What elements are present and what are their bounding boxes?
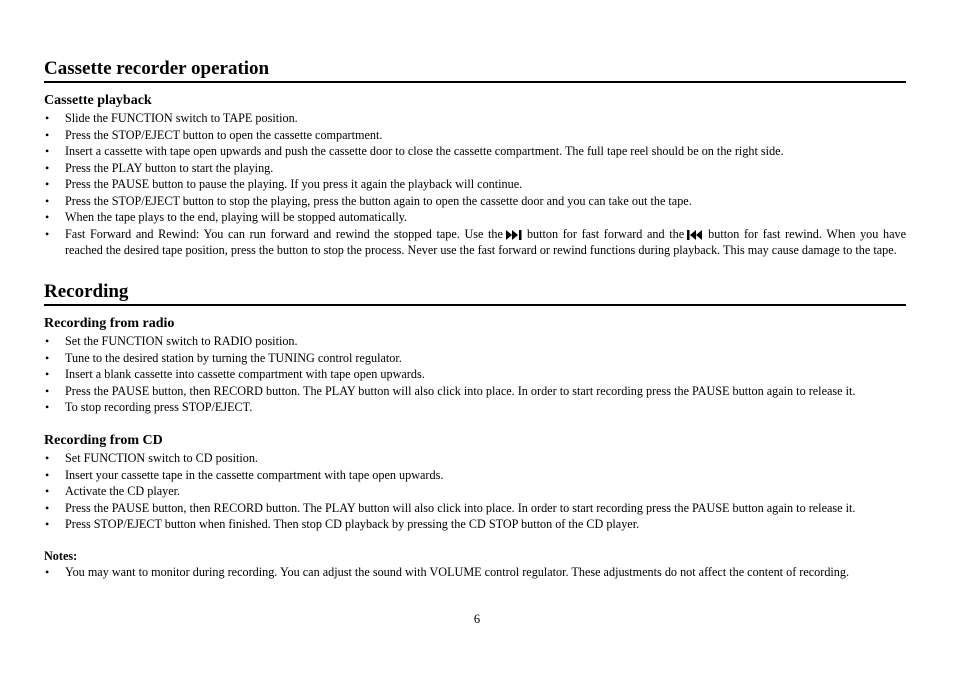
playback-list: [44, 110, 906, 259]
notes-list: [44, 564, 906, 581]
list-item: • Set the FUNCTION switch to RADIO position.: [44, 333, 906, 350]
ff-text-part2: button for fast forward and the: [526, 226, 685, 241]
ff-text-part1: Fast Forward and Rewind: You can run forward and rewind the stopped tape. Use the: [65, 226, 503, 241]
list-item: • Set FUNCTION switch to CD position.: [44, 450, 906, 467]
notes-heading: Notes:: [44, 549, 78, 563]
list-item: • Tune to the desired station by turning the TUNING control regulator.: [44, 350, 906, 367]
list-item: • Press the PAUSE button, then RECORD button. The PLAY button will also click into place. In order to start recording press the PAUSE button again to release it.: [44, 383, 906, 400]
list-item: • Press the PAUSE button to pause the playing. If you press it again the playback will continue.: [44, 176, 906, 193]
section-title-cassette: Cassette recorder operation: [44, 58, 906, 83]
list-item: • To stop recording press STOP/EJECT.: [44, 399, 906, 416]
list-item: • Slide the FUNCTION switch to TAPE position.: [44, 110, 906, 127]
list-item: • Press the STOP/EJECT button to open the cassette compartment.: [44, 127, 906, 144]
list-item: • Press the PAUSE button, then RECORD button. The PLAY button will also click into place. In order to start recording press the PAUSE button again to release it.: [44, 500, 906, 517]
list-item: • Press STOP/EJECT button when finished. Then stop CD playback by pressing the CD STOP button of the CD player.: [44, 516, 906, 533]
list-item: • Insert a blank cassette into cassette compartment with tape open upwards.: [44, 366, 906, 383]
radio-list: [44, 333, 906, 416]
list-item: • Insert your cassette tape in the cassette compartment with tape open upwards.: [44, 467, 906, 484]
heading-cassette-playback: Cassette playback: [44, 93, 152, 108]
heading-recording-cd: Recording from CD: [44, 433, 163, 448]
list-item: • Press the STOP/EJECT button to stop the playing, press the button again to open the cassette door and you can take out the tape.: [44, 193, 906, 210]
heading-recording-radio: Recording from radio: [44, 316, 175, 331]
list-item: • When the tape plays to the end, playing will be stopped automatically.: [44, 209, 906, 226]
ff-text-part3: button for fast rewind. When you have reached the desired tape position, press the button to stop the process. Never use the fast forward or rewind functions during playback. This may cause damage to the tape.: [65, 226, 907, 257]
list-item: • Press the PLAY button to start the playing.: [44, 160, 906, 177]
list-item: • Insert a cassette with tape open upwards and push the cassette door to close the cassette compartment. The full tape reel should be on the right side.: [44, 143, 906, 160]
page-number: 6: [473, 612, 481, 626]
skip-forward-icon: [506, 230, 524, 240]
list-item: • Activate the CD player.: [44, 483, 906, 500]
skip-back-icon: [687, 230, 705, 240]
section-title-recording: Recording: [44, 281, 906, 306]
cd-list: [44, 450, 906, 533]
list-item: • You may want to monitor during recording. You can adjust the sound with VOLUME control regulator. These adjustments do not affect the content of recording.: [44, 564, 906, 581]
list-item-fast-forward-rewind: [44, 226, 906, 259]
